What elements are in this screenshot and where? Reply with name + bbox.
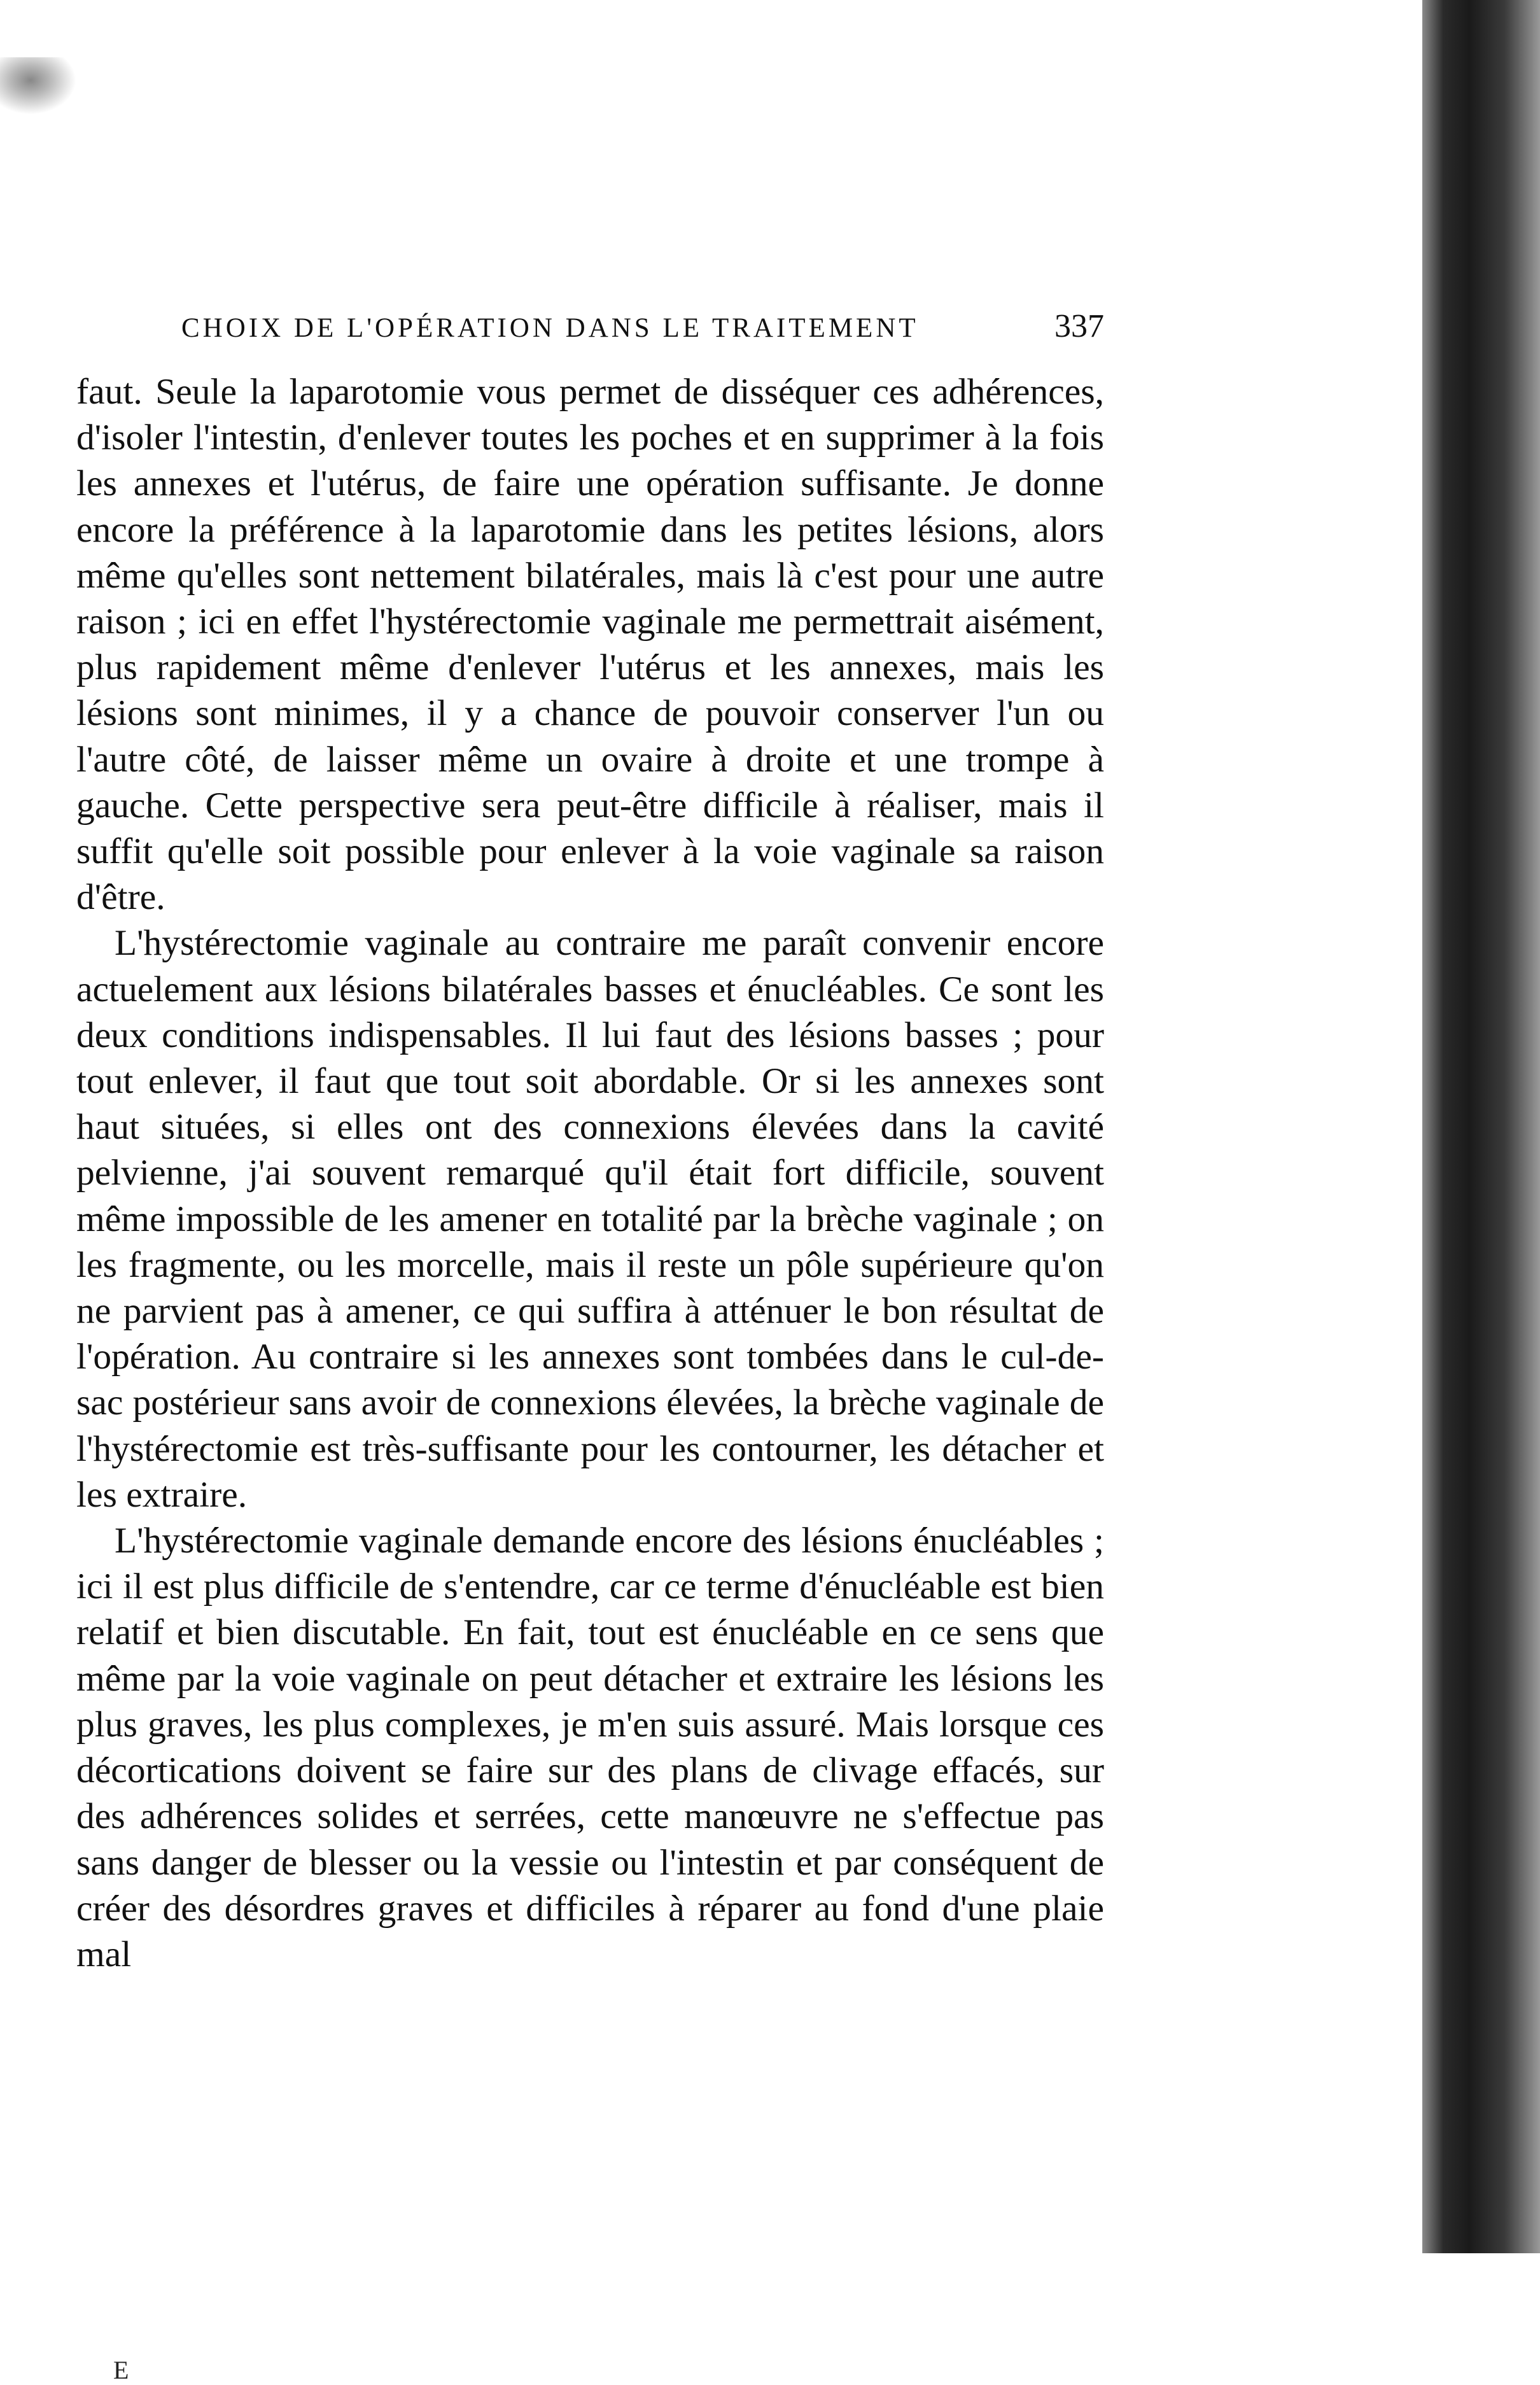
page-header: [181, 307, 1104, 352]
paragraph-1: faut. Seule la laparotomie vous permet de disséquer ces adhérences, d'isoler l'intestin, d'enlever toutes les poches et en supprimer à la fois les annexes et l'utérus, de faire une opération suffisante. Je donne encore la préférence à la laparotomie dans les petites lésions, alors même qu'elles sont nettement bilatérales, mais là c'est pour une autre raison ; ici en effet l'hystérectomie vaginale me permettrait aisément, plus rapidement même d'enlever l'utérus et les annexes, mais les lésions sont minimes, il y a chance de pouvoir conserver l'un ou l'autre côté, de laisser même un ovaire à droite et une trompe à gauche. Cette perspective sera peut-être difficile à réaliser, mais il suffit qu'elle soit possible pour enlever à la voie vaginale sa raison d'être.: [76, 372, 1104, 918]
page-number: 337: [1054, 308, 1104, 344]
scan-artifact: [0, 57, 76, 115]
running-title: CHOIX DE L'OPÉRATION DANS LE TRAITEMENT: [181, 313, 919, 343]
body-text: [76, 369, 1104, 1978]
scanned-page-edge: [1422, 0, 1540, 2253]
paragraph-2: L'hystérectomie vaginale au contraire me paraît convenir encore actuelement aux lésions bilatérales basses et énucléables. Ce sont les deux conditions indispensables. Il lui faut des lésions basses ; pour tout enlever, il faut que tout soit abordable. Or si les annexes sont haut situées, si elles ont des connexions élevées dans la cavité pelvienne, j'ai souvent remarqué qu'il était fort difficile, souvent même impossible de les amener en totalité par la brèche vaginale ; on les fragmente, ou les morcelle, mais il reste un pôle supérieure qu'on ne parvient pas à amener, ce qui suffira à atténuer le bon résultat de l'opération. Au contraire si les annexes sont tombées dans le cul-de-sac postérieur sans avoir de connexions élevées, la brèche vaginale de l'hystérectomie est très-suffisante pour les contourner, les détacher et les extraire.: [76, 923, 1104, 1515]
footer-mark: E: [113, 2356, 129, 2384]
paragraph-3: L'hystérectomie vaginale demande encore des lésions énucléables ; ici il est plus difficile de s'entendre, car ce terme d'énucléable est bien relatif et bien discutable. En fait, tout est énucléable en ce sens que même par la voie vaginale on peut détacher et extraire les lésions les plus graves, les plus complexes, je m'en suis assuré. Mais lorsque ces décortications doivent se faire sur des plans de clivage effacés, sur des adhérences solides et serrées, cette manœuvre ne s'effectue pas sans danger de blesser ou la vessie ou l'intestin et par conséquent de créer des désordres graves et difficiles à réparer au fond d'une plaie mal: [76, 1521, 1104, 1974]
